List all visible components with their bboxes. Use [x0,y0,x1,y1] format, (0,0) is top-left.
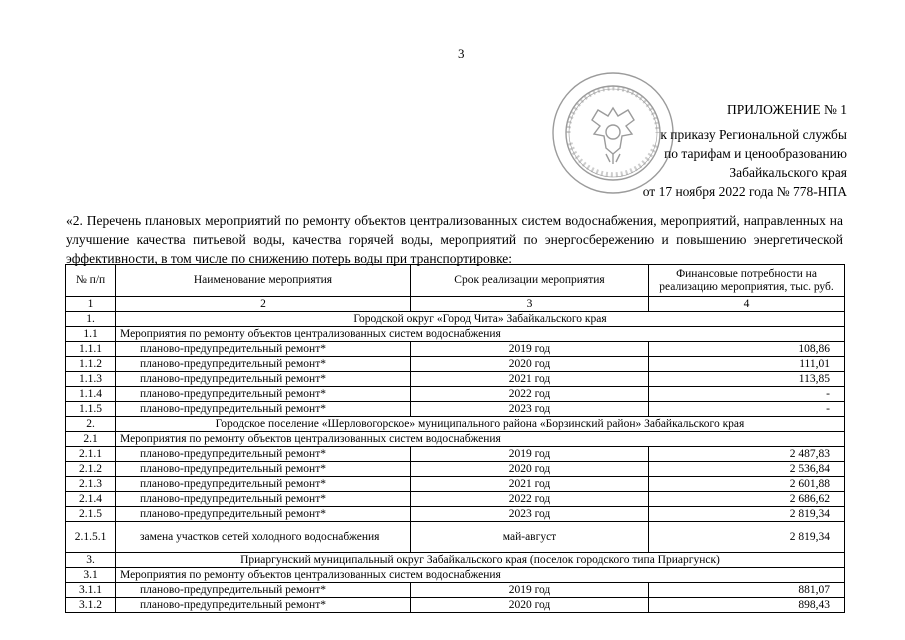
subsection-title: Мероприятия по ремонту объектов централизованных систем водоснабжения [116,327,845,342]
financial-need: 108,86 [649,342,845,357]
implementation-term: 2020 год [411,357,649,372]
measure-name: планово-предупредительный ремонт* [116,447,411,462]
table-row [66,522,845,553]
financial-need: 2 819,34 [649,507,845,522]
implementation-term: май-август [411,522,649,553]
row-number: 3. [66,553,116,568]
row-number: 3.1.2 [66,598,116,613]
table-row [66,507,845,522]
row-number: 2.1.5 [66,507,116,522]
implementation-term: 2020 год [411,598,649,613]
table-row [66,583,845,598]
annex-line-1: к приказу Региональной службы [660,127,847,142]
table-row [66,357,845,372]
implementation-term: 2021 год [411,372,649,387]
table-row [66,327,845,342]
row-number: 1.1.4 [66,387,116,402]
financial-need: - [649,387,845,402]
row-number: 2. [66,417,116,432]
subsection-title: Мероприятия по ремонту объектов централизованных систем водоснабжения [116,432,845,447]
financial-need: 111,01 [649,357,845,372]
implementation-term: 2020 год [411,462,649,477]
measure-name: планово-предупредительный ремонт* [116,583,411,598]
financial-need: 113,85 [649,372,845,387]
financial-need: 881,07 [649,583,845,598]
row-number: 2.1.5.1 [66,522,116,553]
section-title: Городской округ «Город Чита» Забайкальского края [116,312,845,327]
measure-name: планово-предупредительный ремонт* [116,492,411,507]
annex-line-3: Забайкальского края [729,165,847,180]
header-num: № п/п [66,265,116,297]
measure-name: планово-предупредительный ремонт* [116,387,411,402]
measure-name: планово-предупредительный ремонт* [116,402,411,417]
row-number: 1.1.1 [66,342,116,357]
annex-title: ПРИЛОЖЕНИЕ № 1 [726,102,847,117]
table-row [66,553,845,568]
table-row [66,432,845,447]
implementation-term: 2019 год [411,447,649,462]
measure-name: планово-предупредительный ремонт* [116,342,411,357]
column-number: 3 [411,297,649,312]
measure-name: планово-предупредительный ремонт* [116,507,411,522]
annex-block [643,100,847,201]
table-row [66,312,845,327]
row-number: 1. [66,312,116,327]
financial-need: 898,43 [649,598,845,613]
row-number: 2.1 [66,432,116,447]
measure-name: замена участков сетей холодного водоснабжения [116,522,411,553]
header-cost: Финансовые потребности на реализацию мероприятия, тыс. руб. [649,265,845,297]
row-number: 3.1 [66,568,116,583]
table-row [66,462,845,477]
header-name: Наименование мероприятия [116,265,411,297]
financial-need: 2 601,88 [649,477,845,492]
table-row [66,492,845,507]
measure-name: планово-предупредительный ремонт* [116,477,411,492]
implementation-term: 2023 год [411,402,649,417]
page-number: 3 [458,46,465,61]
financial-need: - [649,402,845,417]
subsection-title: Мероприятия по ремонту объектов централизованных систем водоснабжения [116,568,845,583]
row-number: 2.1.2 [66,462,116,477]
row-number: 1.1 [66,327,116,342]
table-row [66,402,845,417]
intro-paragraph: «2. Перечень плановых мероприятий по ремонту объектов централизованных систем водоснабжения, мероприятий, направленных на улучшение качества питьевой воды, качества горячей воды, мероприятий по энергосбережению и повышению энергетической эффективности, в том числе по снижению потерь воды при транспортировке: [66,213,843,266]
financial-need: 2 536,84 [649,462,845,477]
row-number: 1.1.5 [66,402,116,417]
implementation-term: 2019 год [411,342,649,357]
measures-table [65,264,845,613]
row-number: 3.1.1 [66,583,116,598]
header-term: Срок реализации мероприятия [411,265,649,297]
table-row [66,598,845,613]
column-number: 2 [116,297,411,312]
column-numbers-row [66,297,845,312]
annex-line-2: по тарифам и ценообразованию [664,146,847,161]
financial-need: 2 487,83 [649,447,845,462]
measure-name: планово-предупредительный ремонт* [116,598,411,613]
implementation-term: 2019 год [411,583,649,598]
section-title: Городское поселение «Шерловогорское» муниципального района «Борзинский район» Забайкальского края [116,417,845,432]
financial-need: 2 819,34 [649,522,845,553]
table-row [66,568,845,583]
table-header-row [66,265,845,297]
table-body [66,312,845,613]
section-title: Приаргунский муниципальный округ Забайкальского края (поселок городского типа Приаргунск) [116,553,845,568]
column-number: 4 [649,297,845,312]
column-number: 1 [66,297,116,312]
annex-line-4: от 17 ноября 2022 года № 778-НПА [642,184,847,199]
measure-name: планово-предупредительный ремонт* [116,372,411,387]
implementation-term: 2023 год [411,507,649,522]
row-number: 1.1.2 [66,357,116,372]
row-number: 2.1.1 [66,447,116,462]
table-row [66,447,845,462]
table-row [66,477,845,492]
implementation-term: 2021 год [411,477,649,492]
table-row [66,417,845,432]
table-row [66,372,845,387]
row-number: 2.1.4 [66,492,116,507]
financial-need: 2 686,62 [649,492,845,507]
measure-name: планово-предупредительный ремонт* [116,357,411,372]
row-number: 2.1.3 [66,477,116,492]
row-number: 1.1.3 [66,372,116,387]
measure-name: планово-предупредительный ремонт* [116,462,411,477]
implementation-term: 2022 год [411,492,649,507]
implementation-term: 2022 год [411,387,649,402]
table-row [66,387,845,402]
table-row [66,342,845,357]
